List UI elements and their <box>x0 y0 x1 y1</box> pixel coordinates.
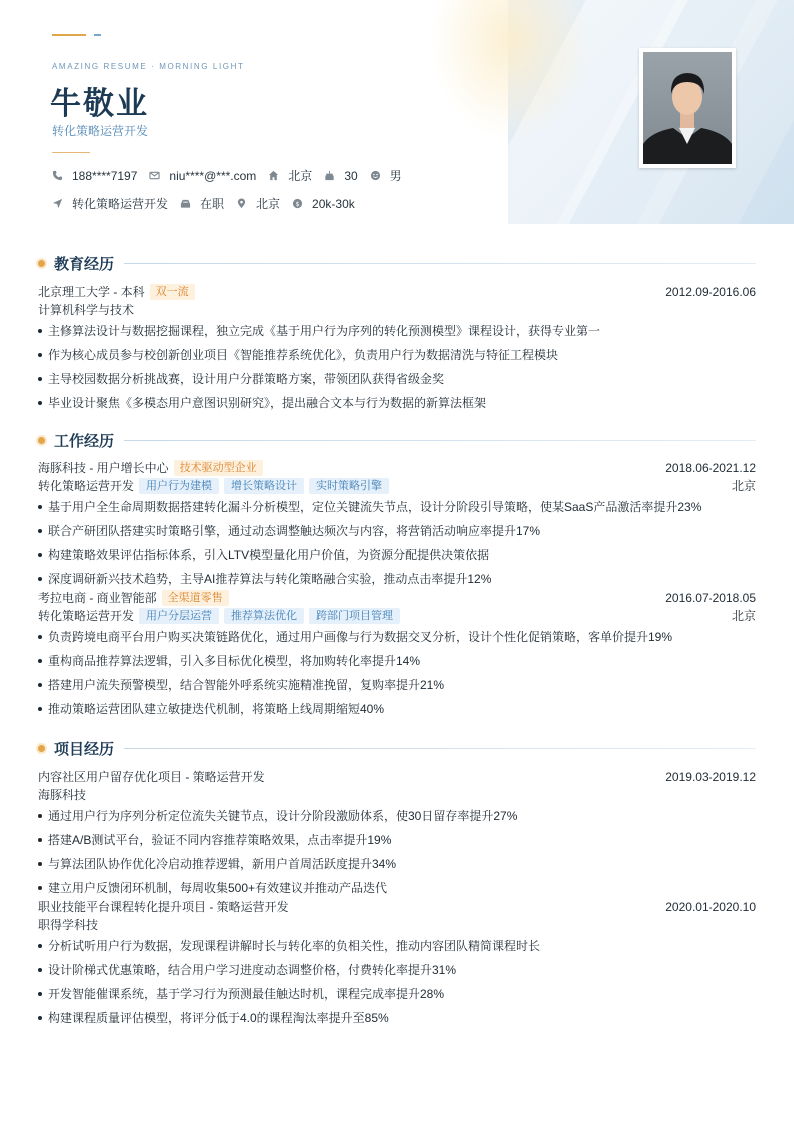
skill-tag: 跨部门项目管理 <box>309 608 400 624</box>
work-city: 北京 <box>731 609 756 623</box>
skill-tag: 用户行为建模 <box>139 478 219 494</box>
date-range: 2019.03-2019.12 <box>665 770 756 784</box>
list-item: 主导校园数据分析挑战赛，设计用户分群策略方案，带领团队获得省级金奖 <box>38 367 756 391</box>
project-name: 职业技能平台课程转化提升项目 - 策略运营开发 <box>38 900 289 914</box>
role: 转化策略运营开发 <box>38 479 135 493</box>
school-tag: 双一流 <box>150 284 195 300</box>
date-range: 2020.01-2020.10 <box>665 900 756 914</box>
list-item: 搭建A/B测试平台，验证不同内容推荐策略效果，点击率提升19% <box>38 828 756 852</box>
avatar <box>643 52 732 164</box>
major: 计算机科学与技术 <box>38 303 135 317</box>
gender-item <box>370 167 402 184</box>
section-title: 工作经历 <box>54 432 115 450</box>
skill-tag: 用户分层运营 <box>139 608 219 624</box>
smile-icon <box>370 170 381 181</box>
list-item: 作为核心成员参与校创新创业项目《智能推荐系统优化》，负责用户行为数据清洗与特征工程模块 <box>38 343 756 367</box>
skill-tag: 实时策略引擎 <box>309 478 389 494</box>
company-tag: 全渠道零售 <box>162 590 229 606</box>
phone-text: 188****7197 <box>72 168 138 183</box>
list-item: 构建策略效果评估指标体系，引入LTV模型量化用户价值，为资源分配提供决策依据 <box>38 543 756 567</box>
list-item: 联合产研团队搭建实时策略引擎，通过动态调整触达频次与内容，将营销活动响应率提升17% <box>38 519 756 543</box>
list-item: 建立用户反馈闭环机制，每周收集500+有效建议并推动产品迭代 <box>38 876 756 900</box>
date-range: 2016.07-2018.05 <box>665 591 756 605</box>
currency-icon <box>292 198 303 209</box>
divider <box>52 152 90 153</box>
header-glow <box>430 0 590 140</box>
svg-text:$: $ <box>295 199 300 208</box>
job-intent-item <box>52 195 168 212</box>
list-item: 搭建用户流失预警模型，结合智能外呼系统实施精准挽留，复购率提升21% <box>38 673 756 697</box>
intent-city-text: 北京 <box>256 197 281 211</box>
salary-text: 20k-30k <box>312 196 355 211</box>
profile-photo <box>639 48 736 168</box>
send-icon <box>52 198 63 209</box>
org-line <box>38 786 756 804</box>
projects-section <box>38 738 756 1030</box>
projects-header <box>38 738 756 758</box>
date-range: 2018.06-2021.12 <box>665 461 756 475</box>
work-header <box>38 430 756 450</box>
list-item: 通过用户行为序列分析定位流失关键节点，设计分阶段激励体系，使30日留存率提升27% <box>38 804 756 828</box>
phone-icon <box>52 170 63 181</box>
candidate-name: 牛敬业 <box>50 86 149 122</box>
section-rule <box>124 440 756 441</box>
project-org: 职得学科技 <box>38 918 99 932</box>
age-text: 30 <box>344 168 358 183</box>
salary-item <box>292 197 355 211</box>
cake-icon <box>324 170 335 181</box>
intent-row <box>52 195 367 212</box>
resume-header <box>0 0 794 224</box>
work-entry <box>38 459 756 477</box>
company-tag: 技术驱动型企业 <box>174 460 263 476</box>
inbox-icon <box>180 198 191 209</box>
school-name: 北京理工大学 - 本科 <box>38 285 145 299</box>
status-item <box>180 195 224 212</box>
list-item: 基于用户全生命周期数据搭建转化漏斗分析模型，定位关键流失节点，设计分阶段引导策略，使某SaaS产品激活率提升23% <box>38 495 756 519</box>
role-line <box>38 607 756 625</box>
list-item: 重构商品推荐算法逻辑，引入多目标优化模型，将加购转化率提升14% <box>38 649 756 673</box>
list-item: 推动策略运营团队建立敏捷迭代机制，将策略上线周期缩短40% <box>38 697 756 721</box>
section-title: 教育经历 <box>54 255 115 273</box>
company-name: 海豚科技 - 用户增长中心 <box>38 461 169 475</box>
list-item: 毕业设计聚焦《多模态用户意图识别研究》，提出融合文本与行为数据的新算法框架 <box>38 391 756 415</box>
work-entry <box>38 589 756 607</box>
education-header <box>38 253 756 273</box>
section-dot <box>38 260 45 267</box>
role-line <box>38 477 756 495</box>
section-dot <box>38 745 45 752</box>
contact-row <box>52 167 414 184</box>
location-pin-icon <box>236 198 247 209</box>
project-entry <box>38 898 756 916</box>
list-item: 开发智能催课系统，基于学习行为预测最佳触达时机，课程完成率提升28% <box>38 982 756 1006</box>
skill-tag: 推荐算法优化 <box>224 608 304 624</box>
status-text: 在职 <box>200 197 225 211</box>
skill-tag: 增长策略设计 <box>224 478 304 494</box>
date-range: 2012.09-2016.06 <box>665 285 756 299</box>
age-item <box>324 169 357 183</box>
project-entry <box>38 768 756 786</box>
phone-item <box>52 169 137 183</box>
list-item: 构建课程质量评估模型，将评分低于4.0的课程淘汰率提升至85% <box>38 1006 756 1030</box>
email-item <box>149 169 256 183</box>
city-item <box>268 167 312 184</box>
home-icon <box>268 170 279 181</box>
section-dot <box>38 437 45 444</box>
mail-icon <box>149 170 160 181</box>
work-city: 北京 <box>731 479 756 493</box>
list-item: 与算法团队协作优化冷启动推荐逻辑，新用户首周活跃度提升34% <box>38 852 756 876</box>
org-line <box>38 916 756 934</box>
work-section <box>38 430 756 721</box>
list-item: 设计阶梯式优惠策略，结合用户学习进度动态调整价格，付费转化率提升31% <box>38 958 756 982</box>
education-entry <box>38 283 756 301</box>
major-line <box>38 301 756 319</box>
list-item: 分析试听用户行为数据，发现课程讲解时长与转化率的负相关性，推动内容团队精简课程时长 <box>38 934 756 958</box>
tagline: AMAZING RESUME · MORNING LIGHT <box>52 62 245 71</box>
candidate-headline: 转化策略运营开发 <box>52 124 149 138</box>
project-org: 海豚科技 <box>38 788 87 802</box>
intent-city-item <box>236 195 280 212</box>
section-title: 项目经历 <box>54 740 115 758</box>
list-item: 主修算法设计与数据挖掘课程，独立完成《基于用户行为序列的转化预测模型》课程设计，获得专业第一 <box>38 319 756 343</box>
project-name: 内容社区用户留存优化项目 - 策略运营开发 <box>38 770 265 784</box>
list-item: 深度调研新兴技术趋势，主导AI推荐算法与转化策略融合实验，推动点击率提升12% <box>38 567 756 591</box>
email-text: niu****@***.com <box>169 168 257 183</box>
city-text: 北京 <box>288 169 313 183</box>
section-rule <box>124 263 756 264</box>
list-item: 负责跨境电商平台用户购买决策链路优化，通过用户画像与行为数据交叉分析，设计个性化促销策略，客单价提升19% <box>38 625 756 649</box>
job-intent-text: 转化策略运营开发 <box>72 197 169 211</box>
section-rule <box>124 748 756 749</box>
role: 转化策略运营开发 <box>38 609 135 623</box>
company-name: 考拉电商 - 商业智能部 <box>38 591 157 605</box>
education-section <box>38 253 756 415</box>
gender-text: 男 <box>389 169 402 183</box>
